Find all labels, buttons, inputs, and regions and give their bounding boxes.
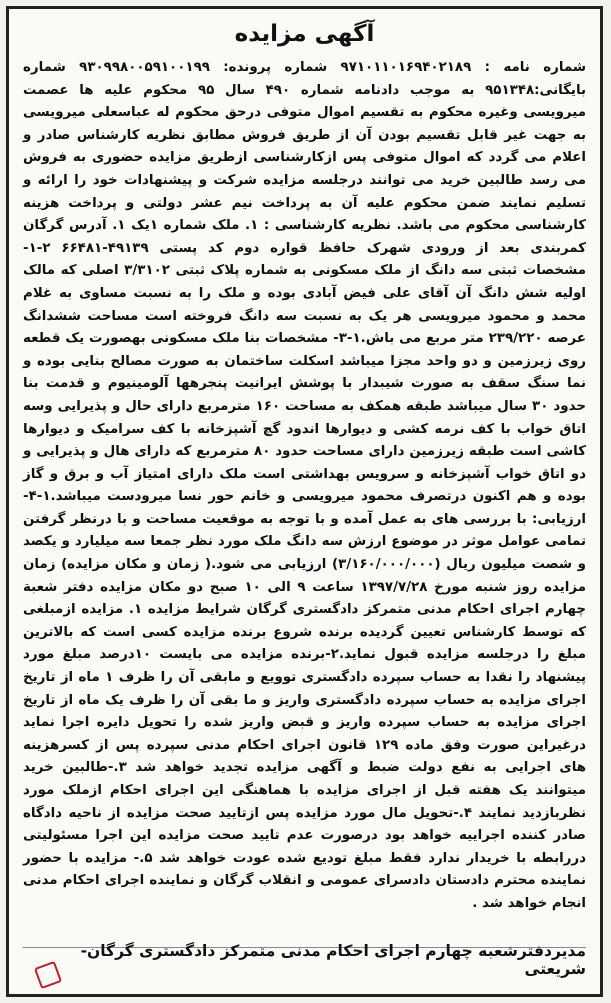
notice-title: آگهی مزایده xyxy=(234,21,375,47)
notice-frame xyxy=(6,6,603,997)
notice-signature: مدیردفترشعبه چهارم اجرای احکام مدنی متمرکز دادگستری گرگان- شریعتی xyxy=(80,942,586,978)
notice-body: شماره نامه : ۹۷۱۰۱۱۰۱۶۹۴۰۲۱۸۹ شماره پرونده: ۹۳۰۹۹۸۰۰۵۹۱۰۰۱۹۹ شماره بایگانی:۹۵۱۳۴۸ به موجب دادنامه شماره ۴۹۰ سال ۹۵ محکوم علیه ها عصمت میرویسی وغیره محکوم به تقسیم اموال متوفی درحق محکوم له عباسعلی میرویسی به جهت غیر قابل تقسیم بودن آن از طریق فروش مطابق نظریه کارشناس صادر و اعلام می گردد که اموال متوفی پس ازکارشناسی ازطریق مزایده حضوری به فروش می رسد طالبین خرید می توانند درجلسه مزایده شرکت و پیشنهادات خود را ارائه و تسلیم نمایند ضمن محکوم علیه آن به پرداخت نیم عشر دولتی و پرداخت هزینه کارشناسی محکوم می باشد. نظریه کارشناسی : ۱. ملک شماره ۱یک ۱. آدرس گرگان کمربندی بعد از ورودی شهرک حافظ قواره دوم کد پستی ۴۹۱۳۹-۶۶۴۸۱ ۲-۱- مشخصات ثبتی سه دانگ از ملک مسکونی به شماره پلاک ثبتی ۳/۳۱۰۲ اصلی که مالک اولیه شش دانگ آن آقای علی فیض آبادی بوده و ملک را به نسبت مساوی به غلام محمد و محمود میرویسی هر یک به نسبت سه دانگ فروخته است مساحت ششدانگ عرصه ۲۳۹/۲۲۰ متر مربع می باش.۱-۳- مشخصات بنا ملک مسکونی بهصورت یک قطعه روی زیرزمین و دو واحد مجزا میباشد اسکلت ساختمان به صورت مصالح بنایی بوده و نما سنگ سقف به صورت شیبدار با پوشش ایرانیت پنجرهها آلومینیوم و قدمت بنا حدود ۳۰ سال میباشد طبقه همکف به مساحت ۱۶۰ مترمربع دارای حال و پذیرایی وسه اتاق خواب با کف نرمه کشی و دیوارها اندود گچ آشپزخانه با کف سرامیک و دیوارها کاشی است طبقه زیرزمین دارای مساحت حدود ۸۰ مترمربع که دارای هال و پذیرایی و دو اتاق خواب آشپزخانه و سرویس بهداشتی است ملک دارای امتیاز آب و برق و گاز بوده و هم اکنون درتصرف محمود میرویسی و خانم حور نسا میرودست میباشد.۱-۴- ارزیابی: با بررسی های به عمل آمده و با توجه به موقعیت مساحت و با درنظر گرفتن تمامی عوامل موثر در موضوع ارزش سه دانگ ملک مورد نظر جمعا سه میلیارد و یکصد و شصت میلیون ریال (۳/۱۶۰/۰۰۰/۰۰۰) ارزیابی می شود.( زمان و مکان مزایده) زمان مزایده روز شنبه مورخ ۱۳۹۷/۷/۲۸ ساعت ۹ الی ۱۰ صبح دو مکان مزایده دفتر شعبة چهارم اجرای احکام مدنی متمرکز دادگستری گرگان شرایط مزایده ۱. مزایده ازمبلغی که توسط کارشناس تعیین گردیده برنده شروع برنده مزایده کسی است که بالاترین مبلغ را درجلسه مزایده قبول نماید.۲-برنده مزایده می بایست ۱۰درصد مبلغ مورد پیشنهاد را نقدا به حساب سپرده دادگستری توویع و مابقی آن را ظرف ۱ ماه از تاریخ اجرای مزایده به حساب سپرده دادگستری واریز و ما بقی آن را ظرف یک ماه از تاریخ اجرای مزایده به حساب سپرده واریز و قبض واریز شده را تحویل دایره اجرا نماید درغیراین صورت وفق ماده ۱۲۹ قانون اجرای احکام مدنی سپرده پس از کسرهزینه های اجرایی به نفع دولت ضبط و آگهی مزایده تجدید خواهد شد ۳.-طالبین خرید میتوانند یک هفته قبل از اجرای مزایده با هماهنگی این اجرای احکام ازملک مورد نظربازدید نمایند ۴.-تحویل مال مورد مزایده پس ازتایید صحت مزایده از ناحیه دادگاه صادر کننده اجراییه خواهد بود درصورت عدم تایید صحت مزایده این اجرا مسئولیتی دررابطه با خریدار ندارد فقط مبلغ تودیع شده عودت خواهد شد ۵.- مزایده با حضور نماینده محترم دادستان دادسرای عمومی و انقلاب گرگان و نماینده اجرای احکام مدنی انجام خواهد شد . xyxy=(23,60,587,911)
